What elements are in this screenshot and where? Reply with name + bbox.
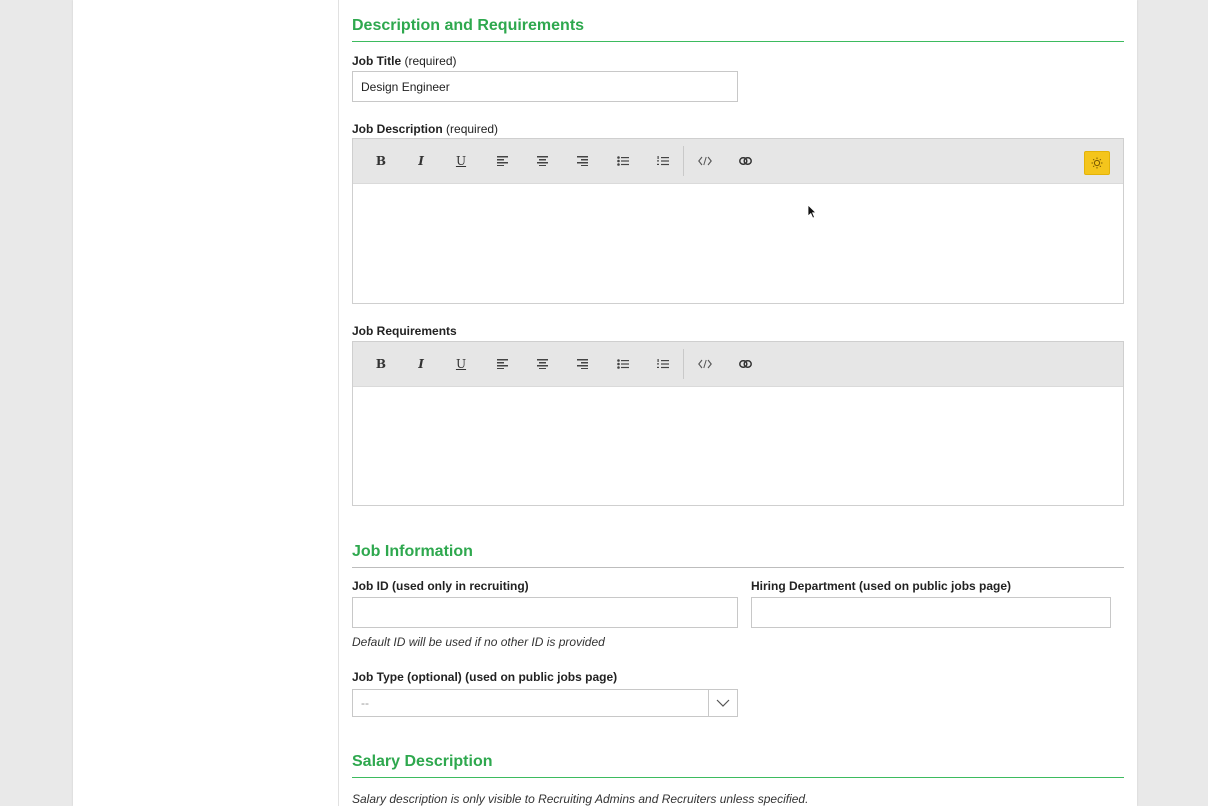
job-requirements-editor xyxy=(352,341,1124,506)
editor-toolbar xyxy=(353,342,1123,387)
hiring-department-input[interactable] xyxy=(751,597,1111,628)
job-type-selected-value: -- xyxy=(361,696,369,710)
section-title-description: Description and Requirements xyxy=(352,17,1124,42)
align-center-icon[interactable] xyxy=(532,151,552,171)
job-requirements-label: Job Requirements xyxy=(352,324,457,338)
left-sidebar xyxy=(73,0,339,806)
bullet-list-icon[interactable] xyxy=(613,151,633,171)
underline-icon[interactable]: U xyxy=(455,357,467,371)
job-type-label: Job Type (optional) (used on public jobs page) xyxy=(352,670,618,684)
lightbulb-icon[interactable] xyxy=(1084,151,1110,175)
job-description-label: Job Description (required) xyxy=(352,122,499,136)
job-description-editor xyxy=(352,138,1124,304)
numbered-list-icon[interactable] xyxy=(653,151,673,171)
toolbar-separator xyxy=(683,146,684,176)
job-requirements-textarea[interactable] xyxy=(353,387,1123,506)
numbered-list-icon[interactable] xyxy=(653,354,673,374)
job-id-helper-text: Default ID will be used if no other ID is provided xyxy=(352,635,605,649)
chevron-down-icon[interactable] xyxy=(708,690,737,716)
job-id-input[interactable] xyxy=(352,597,738,628)
job-title-input[interactable] xyxy=(352,71,738,102)
underline-icon[interactable]: U xyxy=(455,154,467,168)
bullet-list-icon[interactable] xyxy=(613,354,633,374)
align-right-icon[interactable] xyxy=(572,354,592,374)
section-title-salary: Salary Description xyxy=(352,753,1124,778)
align-right-icon[interactable] xyxy=(572,151,592,171)
align-center-icon[interactable] xyxy=(532,354,552,374)
align-left-icon[interactable] xyxy=(492,151,512,171)
link-icon[interactable] xyxy=(735,151,755,171)
code-icon[interactable] xyxy=(695,151,715,171)
bold-icon[interactable]: B xyxy=(375,357,387,371)
italic-icon[interactable]: I xyxy=(418,154,424,168)
mouse-cursor-icon xyxy=(807,204,817,224)
job-id-label: Job ID (used only in recruiting) xyxy=(352,579,529,593)
job-title-label: Job Title (required) xyxy=(352,54,457,68)
editor-toolbar xyxy=(353,139,1123,184)
toolbar-separator xyxy=(683,349,684,379)
italic-icon[interactable]: I xyxy=(418,357,424,371)
align-left-icon[interactable] xyxy=(492,354,512,374)
code-icon[interactable] xyxy=(695,354,715,374)
job-type-select[interactable] xyxy=(352,689,738,717)
bold-icon[interactable]: B xyxy=(375,154,387,168)
link-icon[interactable] xyxy=(735,354,755,374)
hiring-department-label: Hiring Department (used on public jobs page) xyxy=(751,579,1012,593)
salary-helper-text: Salary description is only visible to Recruiting Admins and Recruiters unless specified. xyxy=(352,792,809,806)
section-title-job-information: Job Information xyxy=(352,543,1124,568)
job-description-textarea[interactable] xyxy=(353,184,1123,304)
